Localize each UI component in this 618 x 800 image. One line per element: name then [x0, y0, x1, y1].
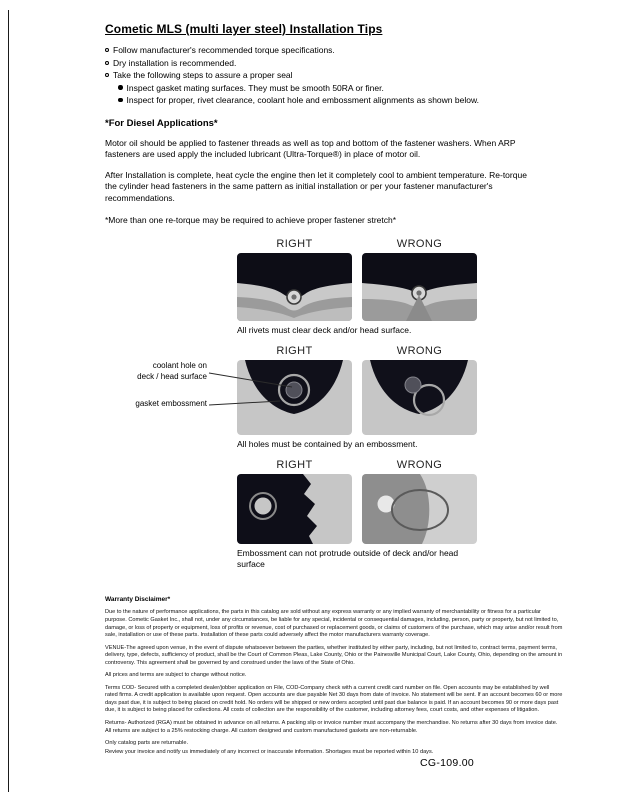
wrong-label: WRONG	[396, 345, 443, 358]
warranty-paragraph: Returns- Authorized (RGA) must be obtained in advance on all returns. A packing slip or invoice number must accompany the merchandise. No returns after 30 days from invoice date. All returns are subject to a 25% restocking charge. All custom designed and custom manufactured gaskets are non-returnable.	[105, 720, 558, 734]
wrong-label: WRONG	[396, 238, 443, 251]
sub-tip-item	[118, 95, 575, 105]
rivet-wrong-diagram	[362, 253, 477, 321]
warranty-paragraph: Terms COD- Secured with a completed dealer/jobber application on File, COD-Company check with a current credit card number on file. Open accounts may be established by well rated firms. A credit application is available upon request. Open accounts are due payable Net 30 days from date of invoice. No statement will be sent. If an account becomes 60 or more days past due, it is subject to being placed on credit hold. No orders will be shipped or new orders accepted until past due balance is paid. If an account becomes 90 or more days past due, it is subject to being placed for collections. All costs of collection are the responsibility of the customer, including attorney fees, court costs, and other expenses of litigation.	[105, 684, 563, 714]
tip-item	[105, 70, 575, 80]
wrong-label: WRONG	[396, 459, 443, 472]
diesel-applications-heading: *For Diesel Applications*	[105, 118, 218, 129]
diagram-labels	[237, 459, 477, 471]
circle-bullet-icon	[105, 48, 109, 52]
tip-item-text: Follow manufacturer's recommended torque specifications.	[113, 45, 335, 55]
embossment-wrong-diagram	[362, 474, 477, 544]
page-content	[105, 22, 575, 761]
dot-bullet-icon	[118, 85, 123, 90]
sub-tip-item-text: Inspect for proper, rivet clearance, coolant hole and embossment alignments as shown below.	[126, 95, 479, 105]
diesel-paragraph-1: Motor oil should be applied to fastener threads as well as top and bottom of the fastener washers. When ARP fasteners are used apply the included lubricant (Ultra-Torque®) in place of motor oil.	[105, 138, 516, 160]
diagram-labels	[237, 345, 477, 357]
coolant-hole-annotation	[99, 361, 207, 382]
circle-bullet-icon	[105, 61, 109, 65]
diagram-section	[135, 238, 477, 570]
circle-bullet-icon	[105, 73, 109, 77]
warranty-paragraph: Review your invoice and notify us immediately of any incorrect or inaccurate information. Shortages must be reported within 10 days.	[105, 748, 434, 755]
diagram-labels	[237, 238, 477, 250]
annotation-pointer-lines	[207, 360, 327, 435]
warranty-paragraph: Only catalog parts are returnable.	[105, 740, 189, 747]
rivet-diagram-row	[237, 238, 477, 336]
coolant-hole-annotation-line2: deck / head surface	[137, 371, 207, 381]
right-label: RIGHT	[276, 345, 313, 358]
right-label: RIGHT	[276, 459, 313, 472]
warranty-disclaimer	[105, 596, 563, 756]
tip-item-text: Take the following steps to assure a proper seal	[113, 70, 293, 80]
page-number: CG-109.00	[420, 757, 475, 769]
page-title: Cometic MLS (multi layer steel) Installation Tips	[105, 22, 383, 36]
rivet-right-diagram	[237, 253, 352, 321]
gasket-embossment-annotation: gasket embossment	[135, 399, 207, 409]
diagram-images	[135, 360, 477, 435]
warranty-paragraph: Due to the nature of performance applications, the parts in this catalog are sold without any express warranty or any implied warranty of merchantability or fitness for a particular purpose. Cometic Gasket Inc., shall not, under any circumstances, be liable for any special, incidental or consequential damages, including, person, party or property, but not limited to, damage, or loss of property or equipment, loss of profits or revenue, cost of purchased or replacement goods, or claims of customers of the purchase, which may arise and/or result from sale, installation or use of these parts. Installation of these parts could adversely affect the motor manufacturers warranty coverage.	[105, 609, 563, 639]
diagram-caption: All rivets must clear deck and/or head surface.	[237, 325, 412, 336]
installation-tips-list	[105, 45, 575, 105]
warranty-disclaimer-heading: Warranty Disclaimer*	[105, 596, 171, 604]
dot-bullet-icon	[118, 98, 123, 103]
diagram-images	[237, 474, 477, 544]
retorque-note: *More than one re-torque may be required to achieve proper fastener stretch*	[105, 214, 397, 225]
sub-tip-item	[118, 83, 575, 93]
coolant-hole-wrong-diagram	[362, 360, 477, 435]
diesel-paragraph-2: After Installation is complete, heat cycle the engine then let it completely cool to ambient temperature. Re-torque the cylinder head fasteners in the same pattern as initial installation or per your fastener manufacturer's recommendations.	[105, 169, 527, 203]
page-edge-rule	[8, 10, 9, 792]
embossment-right-diagram	[237, 474, 352, 544]
diagram-caption: Embossment can not protrude outside of deck and/or head surface	[237, 548, 459, 570]
coolant-hole-annotation-line1: coolant hole on	[152, 361, 207, 371]
right-label: RIGHT	[276, 238, 313, 251]
tip-item-text: Dry installation is recommended.	[113, 57, 237, 68]
warranty-paragraph: All prices and terms are subject to change without notice.	[105, 672, 247, 679]
warranty-paragraph: VENUE-The agreed upon venue, in the event of dispute whatsoever between the parties, whether instituted by either party, including, but not limited to, contract terms, payment terms, delivery, type, defects, sufficiency of product, shall be the Court of Common Pleas, Lake County, Ohio or the Painesville Municipal Court, Lake County, Ohio, depending on the amount in controversy. This agreement shall be governed by and construed under the laws of the State of Ohio.	[105, 644, 563, 666]
sub-tip-item-text: Inspect gasket mating surfaces. They must be smooth 50RA or finer.	[126, 82, 384, 93]
diagram-caption: All holes must be contained by an embossment.	[237, 439, 418, 450]
embossment-diagram-row	[237, 459, 477, 570]
tip-item	[105, 45, 575, 55]
tip-item	[105, 58, 575, 68]
diagram-images	[237, 253, 477, 321]
coolant-hole-diagram-row	[135, 345, 477, 450]
